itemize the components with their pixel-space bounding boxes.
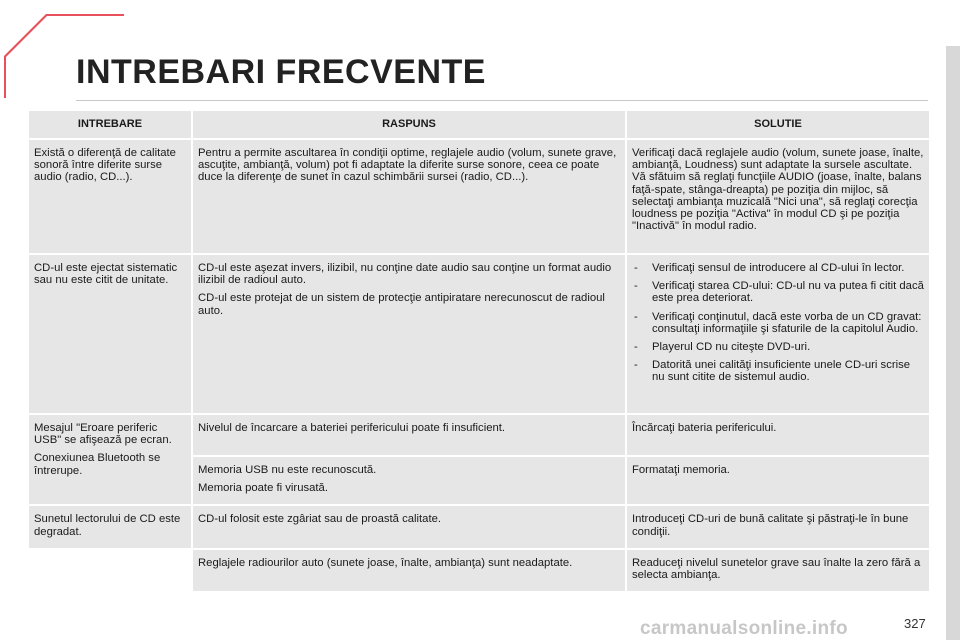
table-row: [29, 414, 929, 456]
list-item: [632, 280, 925, 304]
question-cell: Sunetul lectorului de CD este degradat.: [29, 505, 192, 548]
header-intrebare: INTREBARE: [29, 111, 192, 139]
question-cell: Există o diferenţă de calitate sonoră între diferite surse audio (radio, CD...).: [29, 139, 192, 254]
list-dash: -: [634, 262, 638, 274]
header-raspuns: RASPUNS: [192, 111, 626, 139]
list-item: [632, 359, 925, 383]
solution-cell: Încărcaţi bateria perifericului.: [626, 414, 929, 456]
answer-cell: [192, 254, 626, 414]
question-paragraph: Mesajul "Eroare periferic USB" se afişează pe ecran.: [34, 422, 172, 447]
question-cell: [29, 414, 192, 505]
list-item-text: Playerul CD nu citeşte DVD-uri.: [652, 341, 811, 354]
answer-cell: Nivelul de încarcare a bateriei perifericului poate fi insuficient.: [192, 414, 626, 456]
list-dash: -: [634, 280, 638, 293]
page-edge-band: [946, 46, 960, 640]
list-item-text: Verificaţi conţinutul, dacă este vorba de un CD gravat: consultaţi informaţiile şi sfaturile de la capitolul Audio.: [652, 310, 922, 335]
solution-cell: Introduceţi CD-uri de bună calitate şi păstraţi-le în bune condiţii.: [626, 505, 929, 548]
table-row: [29, 254, 929, 414]
list-item-text: Verificaţi starea CD-ului: CD-ul nu va putea fi citit dacă este prea deteriorat.: [652, 280, 924, 305]
question-cell: CD-ul este ejectat sistematic sau nu este citit de unitate.: [29, 254, 192, 414]
list-dash: -: [634, 359, 638, 372]
answer-cell: [192, 456, 626, 505]
answer-cell: Pentru a permite ascultarea în condiţii optime, reglajele audio (volum, sunete grave, ascuţite, ambianţă, volum) pot fi adaptate la diferite surse sonore, ceea ce poate duce la diferenţe de sunet în cazul schimbării sursei (radio, CD...).: [192, 139, 626, 254]
table-row: [29, 505, 929, 548]
header-solutie: SOLUTIE: [626, 111, 929, 139]
list-item: [632, 262, 925, 274]
list-dash: -: [634, 310, 638, 323]
solution-list: [632, 262, 925, 384]
question-paragraph: Conexiunea Bluetooth se întrerupe.: [34, 452, 161, 477]
page-title: INTREBARI FRECVENTE: [76, 53, 486, 91]
answer-paragraph: CD-ul este aşezat invers, ilizibil, nu conţine date audio sau conţine un format audio ilizibil de radioul auto.: [198, 262, 612, 287]
list-item-text: Verificaţi sensul de introducere al CD-ului în lector.: [652, 262, 905, 274]
table-row: [29, 139, 929, 254]
solution-cell: Formataţi memoria.: [626, 456, 929, 505]
title-divider: [76, 100, 928, 101]
solution-cell: Readuceţi nivelul sunetelor grave sau înalte la zero fără a selecta ambianţa.: [626, 549, 929, 592]
faq-table: [29, 111, 929, 593]
list-item-text: Datorită unei calităţi insuficiente unele CD-uri scrise nu sunt citite de sistemul audio.: [652, 359, 911, 384]
list-dash: -: [634, 341, 638, 354]
watermark: carmanualsonline.info: [640, 618, 848, 639]
table-header-row: [29, 111, 929, 139]
answer-paragraph: Memoria USB nu este recunoscută.: [198, 464, 377, 476]
answer-cell: Reglajele radiourilor auto (sunete joase, înalte, ambianţa) sunt neadaptate.: [192, 549, 626, 592]
answer-cell: CD-ul folosit este zgâriat sau de proastă calitate.: [192, 505, 626, 548]
table-row: [29, 549, 929, 592]
solution-cell: Verificaţi dacă reglajele audio (volum, sunete joase, înalte, ambianţă, Loudness) sunt adaptate la sursele ascultate. Vă sfătuim să reglaţi funcţiile AUDIO (joase, înalte, balans faţă-spate, stânga-dreapta) pe poziţia din mijloc, să selectaţi ambianţa muzicală "Nici una", să reglaţi corecţia loudness pe poziţia "Activa" în modul CD şi pe poziţia "Inactivă" în modul radio.: [626, 139, 929, 254]
solution-cell: [626, 254, 929, 414]
list-item: [632, 311, 925, 335]
list-item: [632, 341, 925, 353]
answer-paragraph: Memoria poate fi virusată.: [198, 482, 328, 495]
empty-cell: [29, 549, 192, 592]
answer-paragraph: CD-ul este protejat de un sistem de protecţie antipiratare nerecunoscut de radioul auto.: [198, 292, 605, 317]
page-number: 327: [904, 616, 926, 631]
